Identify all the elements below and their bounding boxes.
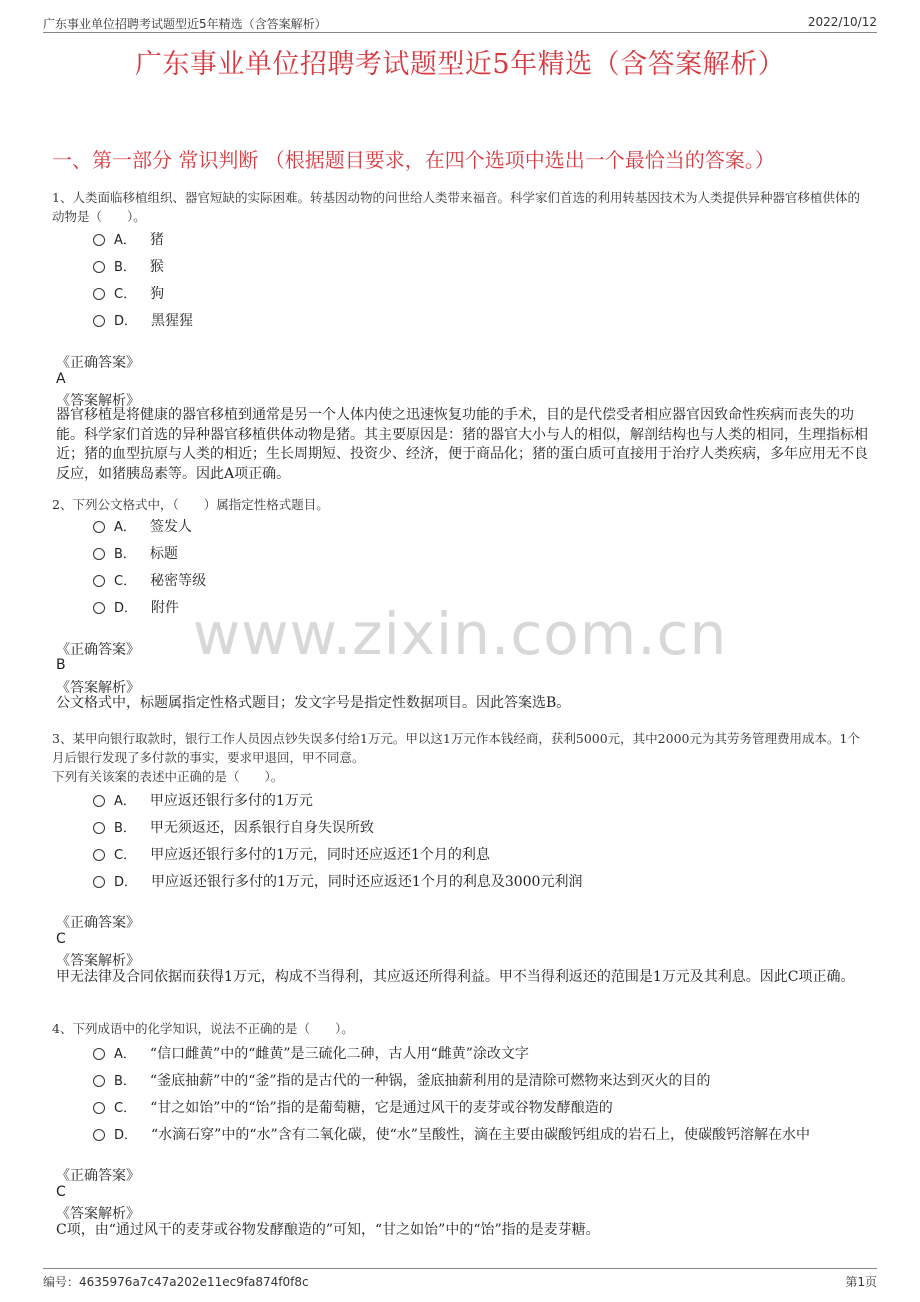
page-header bbox=[43, 12, 877, 33]
answer-label: 《正确答案》 bbox=[56, 1168, 140, 1184]
header-date: 2022/10/12 bbox=[807, 15, 877, 29]
question-2-option-b[interactable]: B． 标题 bbox=[93, 543, 178, 565]
question-2-stem: 2、下列公文格式中，（ ）属指定性格式题目。 bbox=[52, 497, 329, 512]
radio-icon[interactable] bbox=[93, 261, 105, 273]
question-4-option-a[interactable]: A． “信口雌黄”中的“雌黄”是三硫化二砷，古人用“雌黄”涂改文字 bbox=[93, 1043, 529, 1065]
header-doc-title: 广东事业单位招聘考试题型近5年精选（含答案解析） bbox=[43, 17, 327, 31]
question-4-option-d[interactable]: D． “水滴石穿”中的“水”含有二氧化碳，使“水”呈酸性，滴在主要由碳酸钙组成的岩石上，使碳酸钙溶解在水中 bbox=[93, 1124, 810, 1146]
radio-icon[interactable] bbox=[93, 1102, 105, 1114]
question-1-answer: A bbox=[56, 371, 66, 387]
answer-label: 《正确答案》 bbox=[56, 642, 140, 658]
question-1-option-b[interactable]: B． 猴 bbox=[93, 256, 164, 278]
radio-icon[interactable] bbox=[93, 822, 105, 834]
analysis-label: 《答案解析》 bbox=[56, 680, 140, 696]
question-1-option-c[interactable]: C． 狗 bbox=[93, 283, 164, 305]
question-3-option-b[interactable]: B． 甲无须返还，因系银行自身失误所致 bbox=[93, 817, 374, 839]
radio-icon[interactable] bbox=[93, 1075, 105, 1087]
question-4-analysis: C项，由“通过风干的麦芽或谷物发酵酿造的”可知，“甘之如饴”中的“饴”指的是麦芽糖。 bbox=[56, 1222, 600, 1238]
question-4-option-b[interactable]: B． “釜底抽薪”中的“釜”指的是古代的一种锅，釜底抽薪利用的是清除可燃物来达到灭火的目的 bbox=[93, 1070, 711, 1092]
radio-icon[interactable] bbox=[93, 315, 105, 327]
page-footer bbox=[43, 1268, 877, 1291]
question-1-stem: 1、人类面临移植组织、器官短缺的实际困难。转基因动物的问世给人类带来福音。科学家们首选的利用转基因技术为人类提供异种器官移植供体的动物是（ ）。 bbox=[52, 190, 860, 224]
question-3-prompt: 下列有关该案的表述中正确的是（ ）。 bbox=[52, 769, 284, 784]
question-3-option-d[interactable]: D． 甲应返还银行多付的1万元，同时还应返还1个月的利息及3000元利润 bbox=[93, 871, 582, 893]
question-1-analysis: 器官移植是将健康的器官移植到通常是另一个人体内使之迅速恢复功能的手术，目的是代偿受者相应器官因致命性疾病而丧失的功能。科学家们首选的异种器官移植供体动物是猪。其主要原因是：猪的器官大小与人的相似，解剖结构也与人类的相同，生理指标相近；猪的血型抗原与人类的相近；生长周期短、投资少、经济，便于商品化；猪的蛋白质可直接用于治疗人类疾病，多年应用无不良反应，如猪胰岛素等。因此A项正确。 bbox=[56, 407, 868, 482]
question-3-option-a[interactable]: A． 甲应返还银行多付的1万元 bbox=[93, 790, 313, 812]
analysis-label: 《答案解析》 bbox=[56, 953, 140, 969]
question-3-analysis: 甲无法律及合同依据而获得1万元，构成不当得利，其应返还所得利益。甲不当得利返还的范围是1万元及其利息。因此C项正确。 bbox=[56, 969, 855, 985]
radio-icon[interactable] bbox=[93, 288, 105, 300]
radio-icon[interactable] bbox=[93, 876, 105, 888]
question-2-analysis: 公文格式中，标题属指定性格式题目；发文字号是指定性数据项目。因此答案选B。 bbox=[56, 695, 571, 711]
question-2-option-d[interactable]: D． 附件 bbox=[93, 597, 179, 619]
answer-label: 《正确答案》 bbox=[56, 915, 140, 931]
analysis-label: 《答案解析》 bbox=[56, 1206, 140, 1222]
question-3-option-c[interactable]: C． 甲应返还银行多付的1万元，同时还应返还1个月的利息 bbox=[93, 844, 490, 866]
document-title: 广东事业单位招聘考试题型近5年精选（含答案解析） bbox=[134, 49, 786, 80]
radio-icon[interactable] bbox=[93, 1129, 105, 1141]
question-4-answer: C bbox=[56, 1184, 66, 1200]
radio-icon[interactable] bbox=[93, 1048, 105, 1060]
question-3-answer: C bbox=[56, 931, 66, 947]
radio-icon[interactable] bbox=[93, 575, 105, 587]
question-2-option-a[interactable]: A． 签发人 bbox=[93, 516, 192, 538]
page-number: 第1页 bbox=[845, 1275, 877, 1289]
radio-icon[interactable] bbox=[93, 521, 105, 533]
question-4-option-c[interactable]: C． “甘之如饴”中的“饴”指的是葡萄糖，它是通过风干的麦芽或谷物发酵酿造的 bbox=[93, 1097, 613, 1119]
analysis-label: 《答案解析》 bbox=[56, 393, 140, 409]
question-1-option-a[interactable]: A． 猪 bbox=[93, 229, 164, 251]
section-heading: 一、第一部分 常识判断 （根据题目要求，在四个选项中选出一个最恰当的答案。） bbox=[52, 148, 775, 172]
document-id: 编号：4635976a7c47a202e11ec9fa874f0f8c bbox=[43, 1275, 309, 1289]
question-2-answer: B bbox=[56, 657, 66, 673]
radio-icon[interactable] bbox=[93, 602, 105, 614]
question-4-stem: 4、下列成语中的化学知识，说法不正确的是（ ）。 bbox=[52, 1021, 354, 1036]
question-2-option-c[interactable]: C． 秘密等级 bbox=[93, 570, 206, 592]
radio-icon[interactable] bbox=[93, 548, 105, 560]
question-1-option-d[interactable]: D． 黑猩猩 bbox=[93, 310, 193, 332]
radio-icon[interactable] bbox=[93, 849, 105, 861]
radio-icon[interactable] bbox=[93, 234, 105, 246]
watermark: www.zixin.com.cn bbox=[192, 600, 728, 668]
question-3-stem: 3、某甲向银行取款时，银行工作人员因点钞失误多付给1万元。甲以这1万元作本钱经商，获利5000元，其中2000元为其劳务管理费用成本。1个月后银行发现了多付款的事实，要求甲退回，甲不同意。 bbox=[52, 731, 860, 765]
radio-icon[interactable] bbox=[93, 795, 105, 807]
answer-label: 《正确答案》 bbox=[56, 355, 140, 371]
